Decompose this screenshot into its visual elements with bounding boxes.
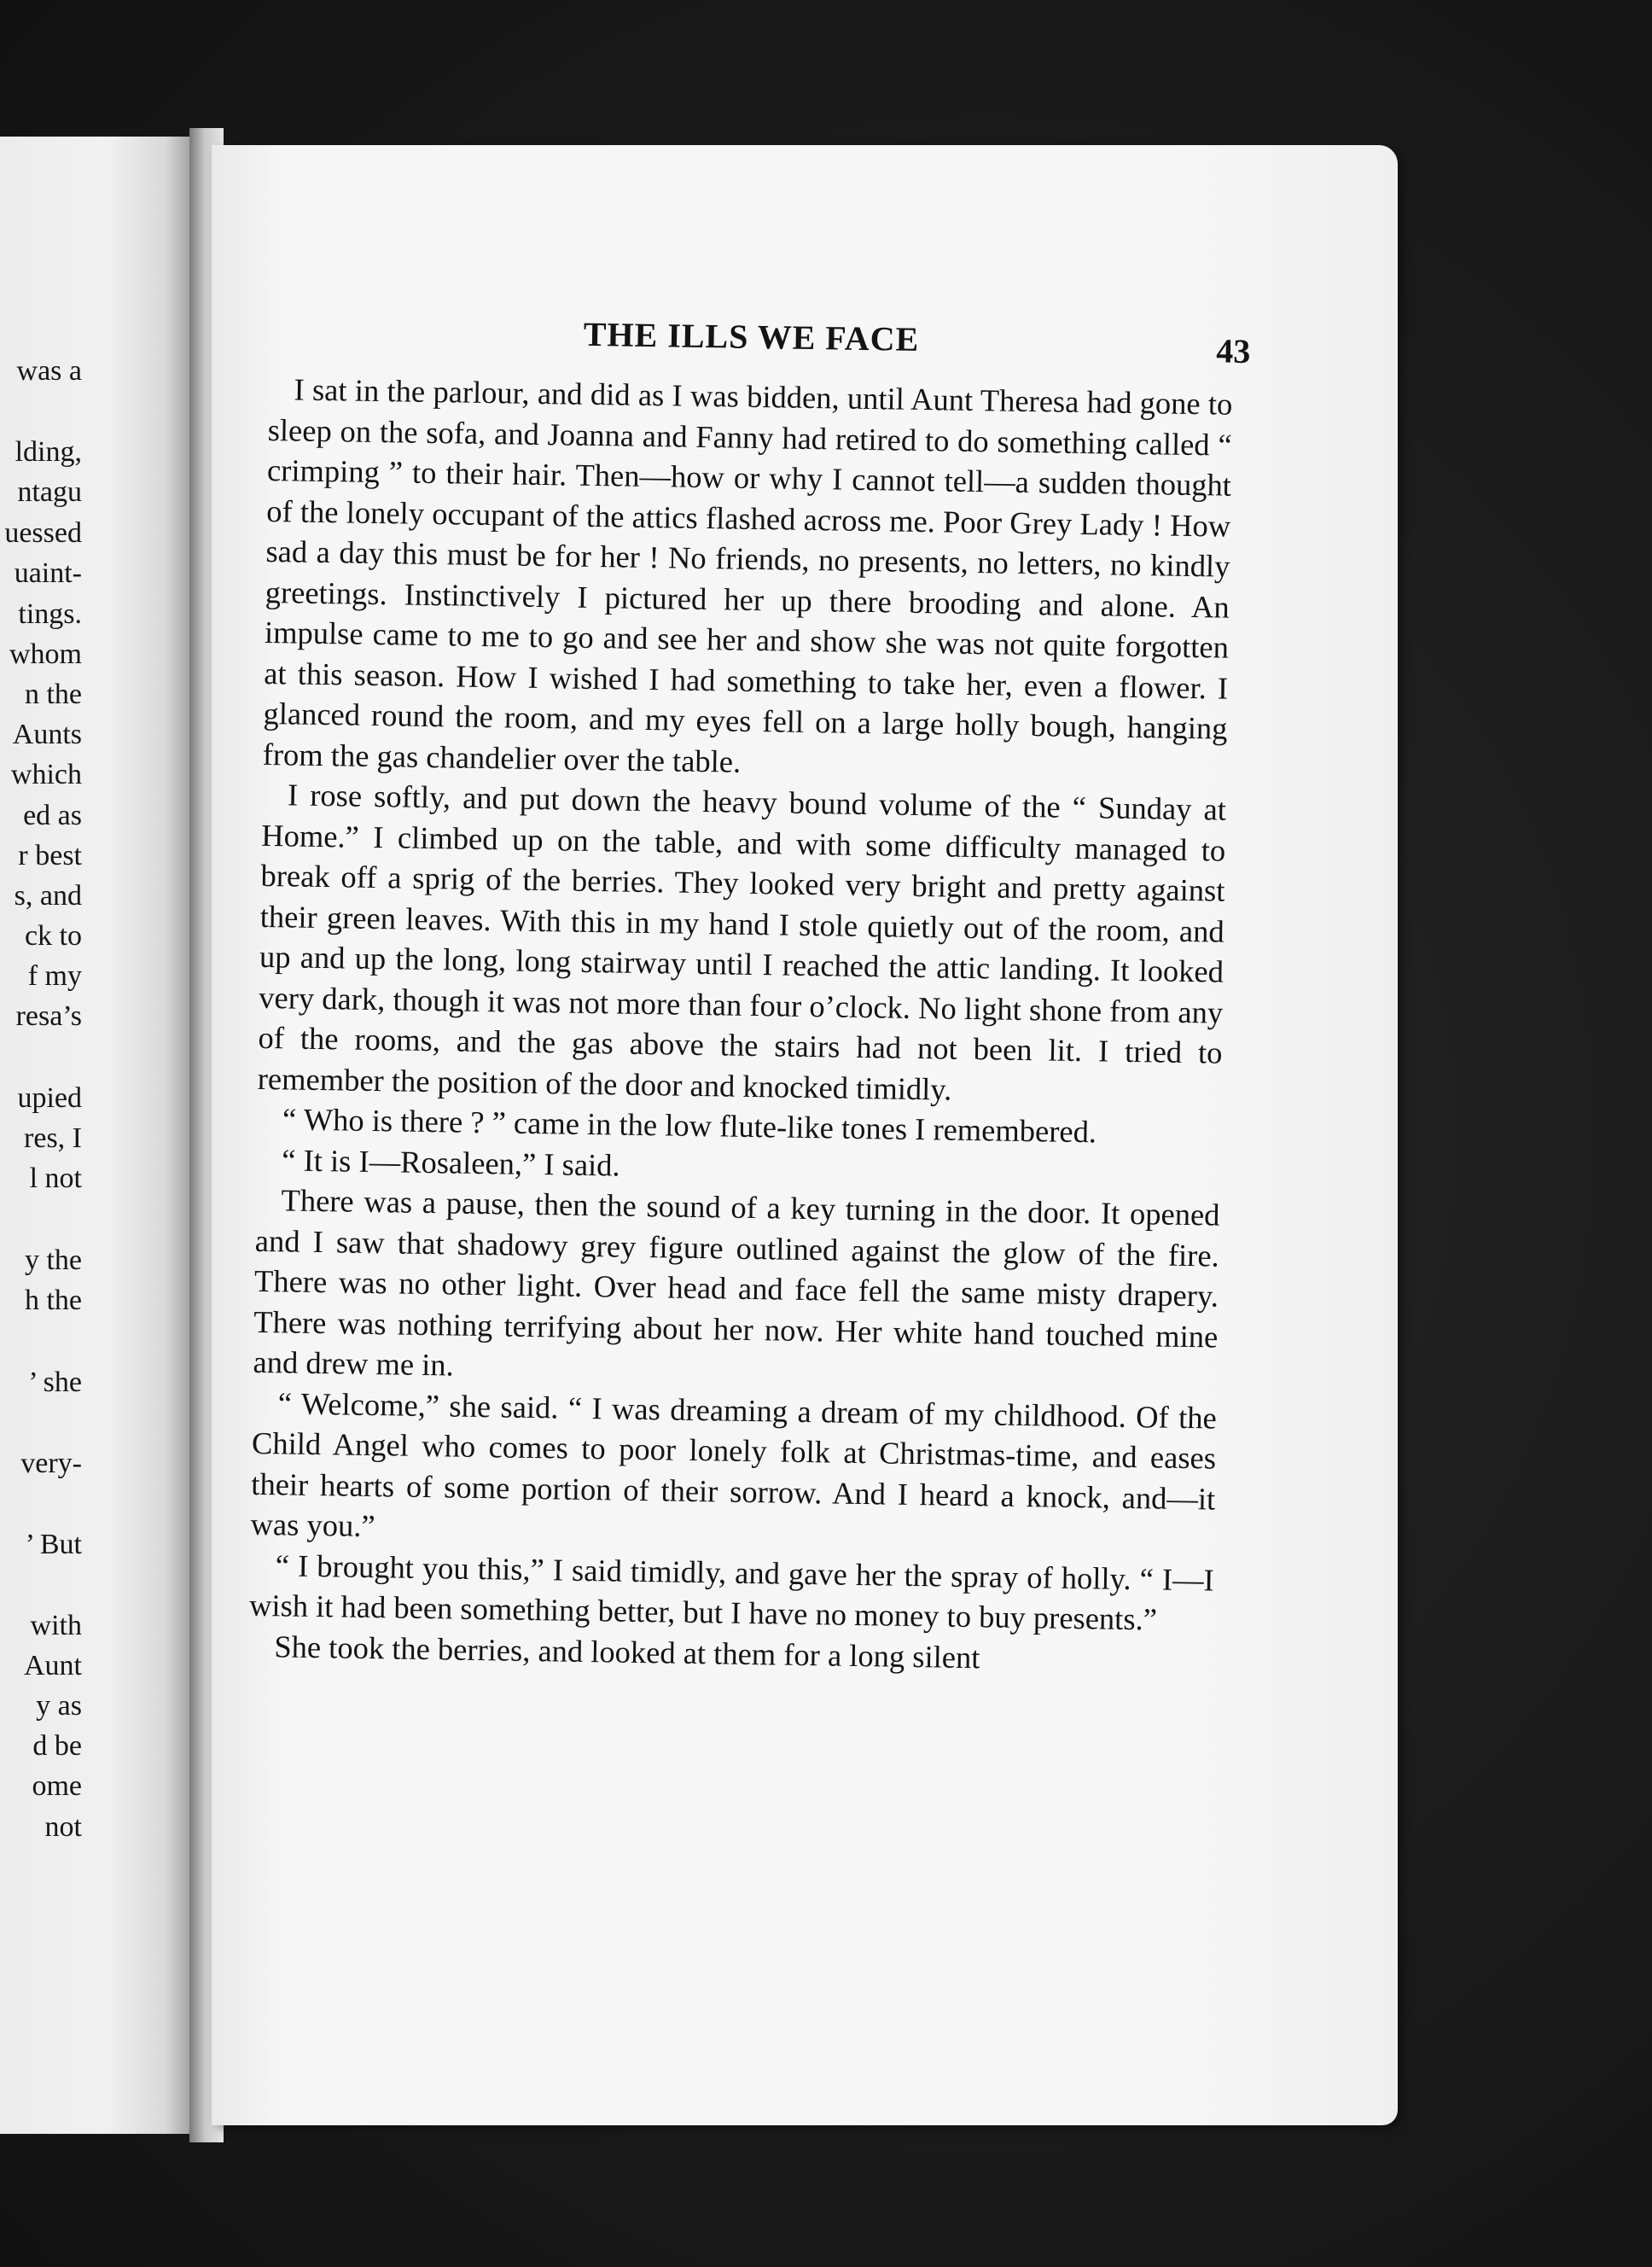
paragraph: “ Welcome,” she said. “ I was dreaming a dream of my childhood. Of the Child Angel who comes to poor lonely folk at Christmas-time, and eases their hearts of some portion of their sorrow. And I heard a knock, and—it was you.” bbox=[250, 1384, 1218, 1544]
left-page-line: uessed bbox=[4, 517, 82, 549]
left-page-line: ntagu bbox=[17, 476, 82, 508]
paragraph: She took the berries, and looked at them for a long silent bbox=[274, 1628, 980, 1675]
page-number: 43 bbox=[1216, 331, 1251, 371]
left-page-line: ’ But bbox=[25, 1529, 82, 1560]
left-page-line: ’ she bbox=[28, 1367, 82, 1398]
paragraph: “ Who is there ? ” came in the low flute-like tones I remembered. bbox=[282, 1101, 1097, 1150]
page-text-block bbox=[248, 309, 1251, 1681]
paragraph: I rose softly, and put down the heavy bound volume of the “ Sunday at Home.” I climbed up on the table, and with some difficulty managed to break off a sprig of the berries. They looked very bright and pretty against their green leaves. With this in my hand I stole quietly out of the room, and up and up the long, long stairway until I reached the attic landing. It looked very dark, though it was not more than four o’clock. No light shone from any of the rooms, and the gas above the stairs had not been lit. I tried to remember the position of the door and knocked timidly. bbox=[257, 777, 1227, 1107]
paragraph: There was a pause, then the sound of a key turning in the door. It opened and I saw that shadowy grey figure outlined against the glow of the fire. There was no other light. Over head and face fell the same misty drapery. There was nothing terrifying about her now. Her white hand touched mine and drew me in. bbox=[253, 1182, 1220, 1383]
left-page-line: very- bbox=[20, 1448, 82, 1479]
previous-page-edge bbox=[0, 137, 195, 2134]
left-page-line: f my bbox=[27, 960, 82, 992]
left-page-line: lding, bbox=[15, 436, 82, 468]
left-page-line: not bbox=[44, 1811, 82, 1843]
left-page-line: tings. bbox=[18, 598, 82, 630]
left-page-line: whom bbox=[9, 638, 82, 670]
paragraph: “ It is I—Rosaleen,” I said. bbox=[282, 1141, 620, 1183]
left-page-line: y as bbox=[36, 1690, 82, 1722]
left-page-line: ome bbox=[32, 1770, 82, 1802]
running-head-title: THE ILLS WE FACE bbox=[583, 314, 920, 358]
left-page-line: res, I bbox=[24, 1122, 82, 1154]
left-page-line: which bbox=[10, 759, 82, 790]
left-page-line: ed as bbox=[23, 800, 82, 831]
left-page-line: Aunt bbox=[24, 1650, 82, 1681]
left-page-line: with bbox=[30, 1610, 82, 1641]
left-page-line: s, and bbox=[14, 880, 82, 912]
left-page-line: Aunts bbox=[12, 719, 82, 750]
left-page-line: upied bbox=[17, 1082, 82, 1114]
paragraph: “ I brought you this,” I said timidly, and gave her the spray of holly. “ I—I wish it had been something better, but I have no money to buy presents.” bbox=[248, 1547, 1215, 1637]
left-page-line: r best bbox=[18, 840, 82, 871]
book-page bbox=[212, 145, 1398, 2125]
left-page-line: uaint- bbox=[14, 557, 82, 589]
left-page-line: was a bbox=[16, 355, 82, 387]
left-page-line: n the bbox=[24, 679, 82, 710]
left-page-line: ck to bbox=[24, 920, 82, 952]
left-page-line: resa’s bbox=[15, 1000, 82, 1032]
left-page-line: d be bbox=[32, 1730, 82, 1762]
left-page-line: h the bbox=[24, 1285, 82, 1316]
left-page-line: y the bbox=[24, 1244, 82, 1276]
paragraph: I sat in the parlour, and did as I was bidden, until Aunt Theresa had gone to sleep on the sofa, and Joanna and Fanny had retired to do something called “ crimping ” to their hair. Then—how or why I cannot tell—a sudden thought of the lonely occupant of the attics flashed across me. Poor Grey Lady ! How sad a day this must be for her ! No friends, no presents, no letters, no kindly greetings. Instinctively I pictured her up there brooding and alone. An impulse came to me to go and see her and show she was not quite forgotten at this season. How I wished I had something to take her, even a flower. I glanced round the room, and my eyes fell on a large holly bough, hanging from the gas chandelier over the table. bbox=[262, 371, 1233, 779]
left-page-line: l not bbox=[29, 1163, 82, 1194]
